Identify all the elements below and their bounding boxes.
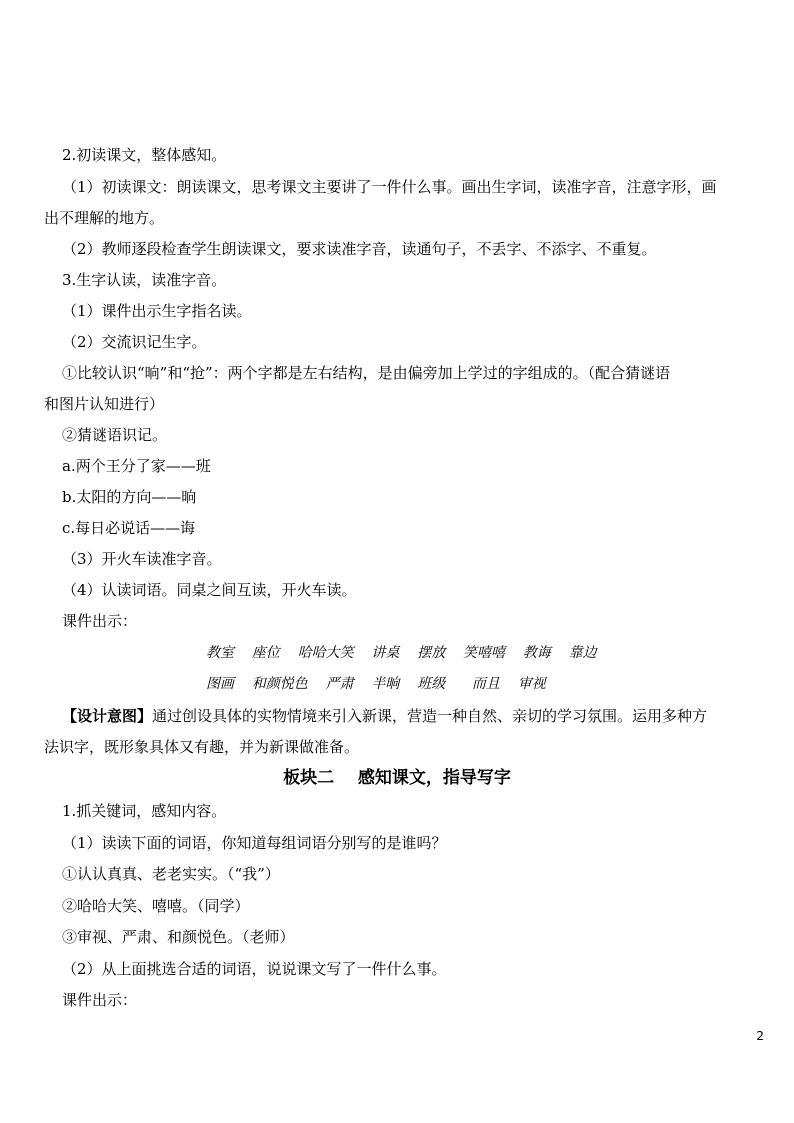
text-line: （1）初读课文：朗读课文，思考课文主要讲了一件什么事。画出生字词，读准字音，注意字形，画	[62, 178, 717, 196]
word-list-row: 图画 和颜悦色 严肃 半晌 班级 而且 审视	[206, 676, 546, 692]
text-line: ③审视、严肃、和颜悦色。（老师）	[62, 928, 295, 946]
design-intent-label: 【设计意图】	[62, 707, 153, 725]
text-line: （2）交流识记生字。	[62, 333, 207, 351]
section-heading: 板块二 感知课文，指导写字	[283, 768, 511, 788]
text-line: （2）从上面挑选合适的词语，说说课文写了一件什么事。	[62, 960, 447, 978]
text-line: （1）课件出示生字指名读。	[62, 302, 252, 320]
design-intent	[62, 706, 707, 726]
text-line: （1）读读下面的词语，你知道每组词语分别写的是谁吗？	[62, 834, 447, 852]
text-line: c.每日必说话——诲	[62, 519, 196, 537]
text-line: （4）认读词语。同桌之间互读，开火车读。	[62, 581, 357, 599]
text-line: （2）教师逐段检查学生朗读课文，要求读准字音，读通句子，不丢字、不添字、不重复。	[62, 240, 657, 258]
text-line: ②哈哈大笑、嘻嘻。（同学）	[62, 897, 250, 915]
text-line: 法识字，既形象具体又有趣，并为新课做准备。	[44, 738, 360, 756]
text-line: ②猜谜语识记。	[62, 426, 168, 444]
text-line: 出不理解的地方。	[44, 209, 165, 227]
text-line: 和图片认知进行）	[44, 395, 165, 413]
text-line: b.太阳的方向——晌	[62, 488, 197, 506]
text-line: 3.生字认读，读准字音。	[62, 271, 227, 289]
text-line: 2.初读课文，整体感知。	[62, 146, 227, 164]
text-line: ①比较认识“晌”和“抢”：两个字都是左右结构，是由偏旁加上学过的字组成的。（配合猜谜语	[62, 364, 671, 382]
text-line: 课件出示：	[62, 991, 138, 1009]
design-intent-text: 通过创设具体的实物情境来引入新课，营造一种自然、亲切的学习氛围。运用多种方	[152, 707, 708, 725]
word-list-row: 教室 座位 哈哈大笑 讲桌 摆放 笑嘻嘻 教诲 靠边	[206, 645, 597, 661]
text-line: ①认认真真、老老实实。（“我”）	[62, 865, 280, 883]
text-line: 课件出示：	[62, 612, 138, 630]
page-number: 2	[756, 1029, 764, 1043]
text-line: 1.抓关键词，感知内容。	[62, 802, 227, 820]
text-line: a.两个王分了家——班	[62, 457, 211, 475]
text-line: （3）开火车读准字音。	[62, 550, 222, 568]
